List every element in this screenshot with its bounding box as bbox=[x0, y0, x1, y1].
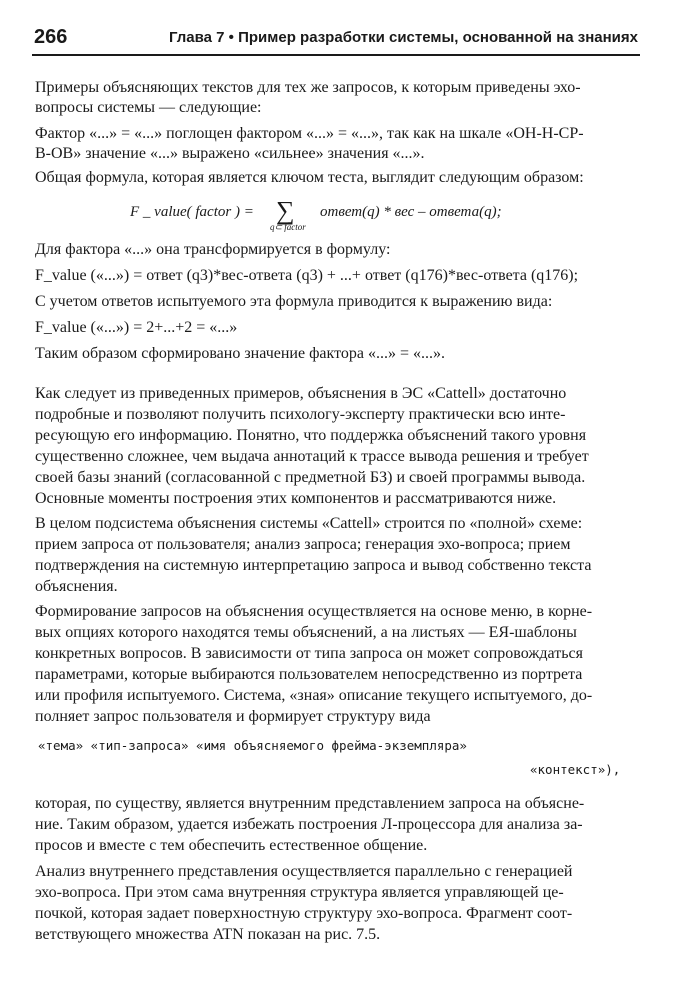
para-analysis-line-2: эхо-вопроса. При этом сама внутренняя структура является управляющей це- bbox=[35, 884, 564, 901]
formula-lhs: F _ value( factor ) = bbox=[130, 204, 254, 220]
para-internal-line-1: которая, по существу, является внутренним представлением запроса на объясне- bbox=[35, 795, 585, 812]
examples-intro-line-2: вопросы системы — следующие: bbox=[35, 99, 262, 116]
para-cattell-line-2: подробные и позволяют получить психологу-эксперту практически всю инте- bbox=[35, 406, 566, 423]
para-requests-line-1: Формирование запросов на объяснения осуществляется на основе меню, в корне- bbox=[35, 603, 593, 620]
formula-rhs: ответ(q) * вес – ответа(q); bbox=[320, 204, 502, 220]
test-key-formula bbox=[130, 196, 590, 240]
para-requests-line-4: параметрами, которые выбираются пользователем непосредственно из портрета bbox=[35, 666, 583, 683]
fvalue-reduced: F_value («...») = 2+...+2 = «...» bbox=[35, 319, 238, 336]
examples-intro-line-1: Примеры объясняющих текстов для тех же запросов, к которым приведены эхо- bbox=[35, 79, 581, 96]
factor-formed: Таким образом сформировано значение фактора «...» = «...». bbox=[35, 345, 445, 362]
para-subsystem-line-3: подтверждения на системную интерпретацию запроса и вывод собственно текста bbox=[35, 557, 592, 574]
para-requests-line-2: вых опциях которого находятся темы объяснений, а на листьях — ЕЯ-шаблоны bbox=[35, 624, 577, 641]
transform-intro: Для фактора «...» она трансформируется в формулу: bbox=[35, 241, 391, 258]
para-analysis-line-1: Анализ внутреннего представления осуществляется параллельно с генерацией bbox=[35, 863, 573, 880]
factor-absorbed-line-1: Фактор «...» = «...» поглощен фактором «...» = «...», так как на шкале «ОН-Н-СР- bbox=[35, 125, 584, 142]
reduced-intro: С учетом ответов испытуемого эта формула приводится к выражению вида: bbox=[35, 293, 553, 310]
para-analysis-line-3: почкой, которая задает поверхностную структуру эхо-вопроса. Фрагмент соот- bbox=[35, 905, 573, 922]
sigma-symbol: ∑ bbox=[276, 196, 295, 225]
para-internal-line-3: просов и вместе с тем обеспечить естественное общение. bbox=[35, 837, 428, 854]
para-requests-line-3: конкретных вопросов. В зависимости от типа запроса он может сопровождаться bbox=[35, 645, 583, 662]
para-analysis-line-4: ветствующего множества ATN показан на рис. 7.5. bbox=[35, 926, 381, 943]
para-cattell-line-4: существенно сложнее, чем выдача аннотаций к трассе вывода решения и требует bbox=[35, 448, 589, 465]
para-subsystem-line-4: объяснения. bbox=[35, 578, 118, 595]
sum-subscript: q⊂ factor bbox=[270, 222, 306, 232]
code-line-1: «тема» «тип-запроса» «имя объясняемого фрейма-экземпляра» bbox=[38, 738, 467, 753]
page-header bbox=[32, 24, 640, 56]
factor-absorbed-line-2: В-ОВ» значение «...» выражено «сильнее» значения «...». bbox=[35, 145, 425, 162]
para-requests-line-6: полняет запрос пользователя и формирует структуру вида bbox=[35, 708, 431, 725]
para-requests-line-5: или профиля испытуемого. Система, «зная» описание текущего испытуемого, до- bbox=[35, 687, 593, 704]
fvalue-expanded: F_value («...») = ответ (q3)*вес-ответа (q3) + ...+ ответ (q176)*вес-ответа (q176); bbox=[35, 267, 579, 284]
general-formula-intro: Общая формула, которая является ключом теста, выглядит следующим образом: bbox=[35, 169, 584, 186]
para-subsystem-line-1: В целом подсистема объяснения системы «Cattell» строится по «полной» схеме: bbox=[35, 515, 583, 532]
para-cattell-line-6: Основные моменты построения этих компонентов и рассматриваются ниже. bbox=[35, 490, 557, 507]
para-cattell-line-1: Как следует из приведенных примеров, объяснения в ЭС «Cattell» достаточно bbox=[35, 385, 567, 402]
para-subsystem-line-2: прием запроса от пользователя; анализ запроса; генерация эхо-вопроса; прием bbox=[35, 536, 571, 553]
running-head: Глава 7 • Пример разработки системы, основанной на знаниях bbox=[169, 29, 638, 46]
page-number: 266 bbox=[34, 26, 68, 48]
code-line-2: «контекст»), bbox=[530, 762, 621, 777]
para-cattell-line-3: ресующую его информацию. Понятно, что поддержка объяснений такого уровня bbox=[35, 427, 587, 444]
para-internal-line-2: ние. Таким образом, удается избежать построения Л-процессора для анализа за- bbox=[35, 816, 583, 833]
para-cattell-line-5: своей базы знаний (согласованной с предметной БЗ) и своей программы вывода. bbox=[35, 469, 586, 486]
